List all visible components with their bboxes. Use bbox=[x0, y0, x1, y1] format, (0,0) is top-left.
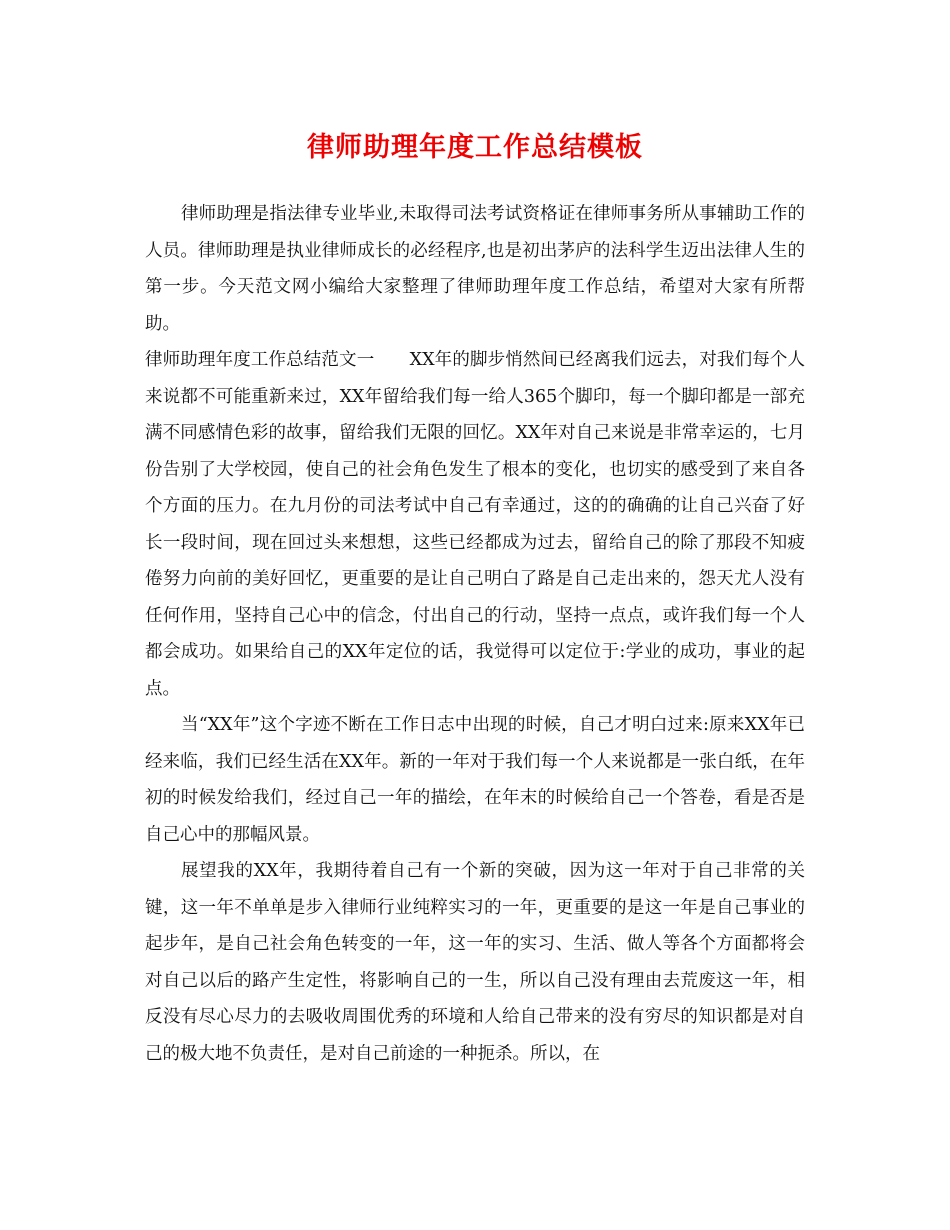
paragraph-sample-one: 律师助理年度工作总结范文一 XX年的脚步悄然间已经离我们远去，对我们每个人来说都不可能重新来过，XX年留给我们每一给人365个脚印，每一个脚印都是一部充满不同感情色彩的故事，留给我们无限的回忆。XX年对自己来说是非常幸运的，七月份告别了大学校园，使自己的社会角色发生了根本的变化，也切实的感受到了来自各个方面的压力。在九月份的司法考试中自己有幸通过，这的的确确的让自己兴奋了好长一段时间，现在回过头来想想，这些已经都成为过去，留给自己的除了那段不知疲倦努力向前的美好回忆，更重要的是让自己明白了路是自己走出来的，怨天尤人没有任何作用，坚持自己心中的信念，付出自己的行动，坚持一点点，或许我们每一个人都会成功。如果给自己的XX年定位的话，我觉得可以定位于:学业的成功，事业的起点。 bbox=[145, 350, 805, 699]
paragraph-intro: 律师助理是指法律专业毕业,未取得司法考试资格证在律师事务所从事辅助工作的人员。律师助理是执业律师成长的必经程序,也是初出茅庐的法科学生迈出法律人生的第一步。今天范文网小编给大家整理了律师助理年度工作总结，希望对大家有所帮助。 bbox=[145, 204, 805, 334]
paragraph-outlook: 展望我的XX年，我期待着自己有一个新的突破，因为这一年对于自己非常的关键，这一年不单单是步入律师行业纯粹实习的一年，更重要的是这一年是自己事业的起步年，是自己社会角色转变的一年，这一年的实习、生活、做人等各个方面都将会对自己以后的路产生定性，将影响自己的一生，所以自己没有理由去荒废这一年，相反没有尽心尽力的去吸收周围优秀的环境和人给自己带来的没有穷尽的知识都是对自己的极大地不负责任，是对自己前途的一种扼杀。所以，在 bbox=[145, 861, 805, 1064]
document-title: 律师助理年度工作总结模板 bbox=[307, 132, 643, 163]
document-page bbox=[145, 128, 805, 1072]
paragraph-new-year: 当“XX年”这个字迹不断在工作日志中出现的时候，自己才明白过来:原来XX年已经来临，我们已经生活在XX年。新的一年对于我们每一个人来说都是一张白纸，在年初的时候发给我们，经过自己一年的描绘，在年末的时候给自己一个答卷，看是否是自己心中的那幅风景。 bbox=[145, 715, 805, 845]
